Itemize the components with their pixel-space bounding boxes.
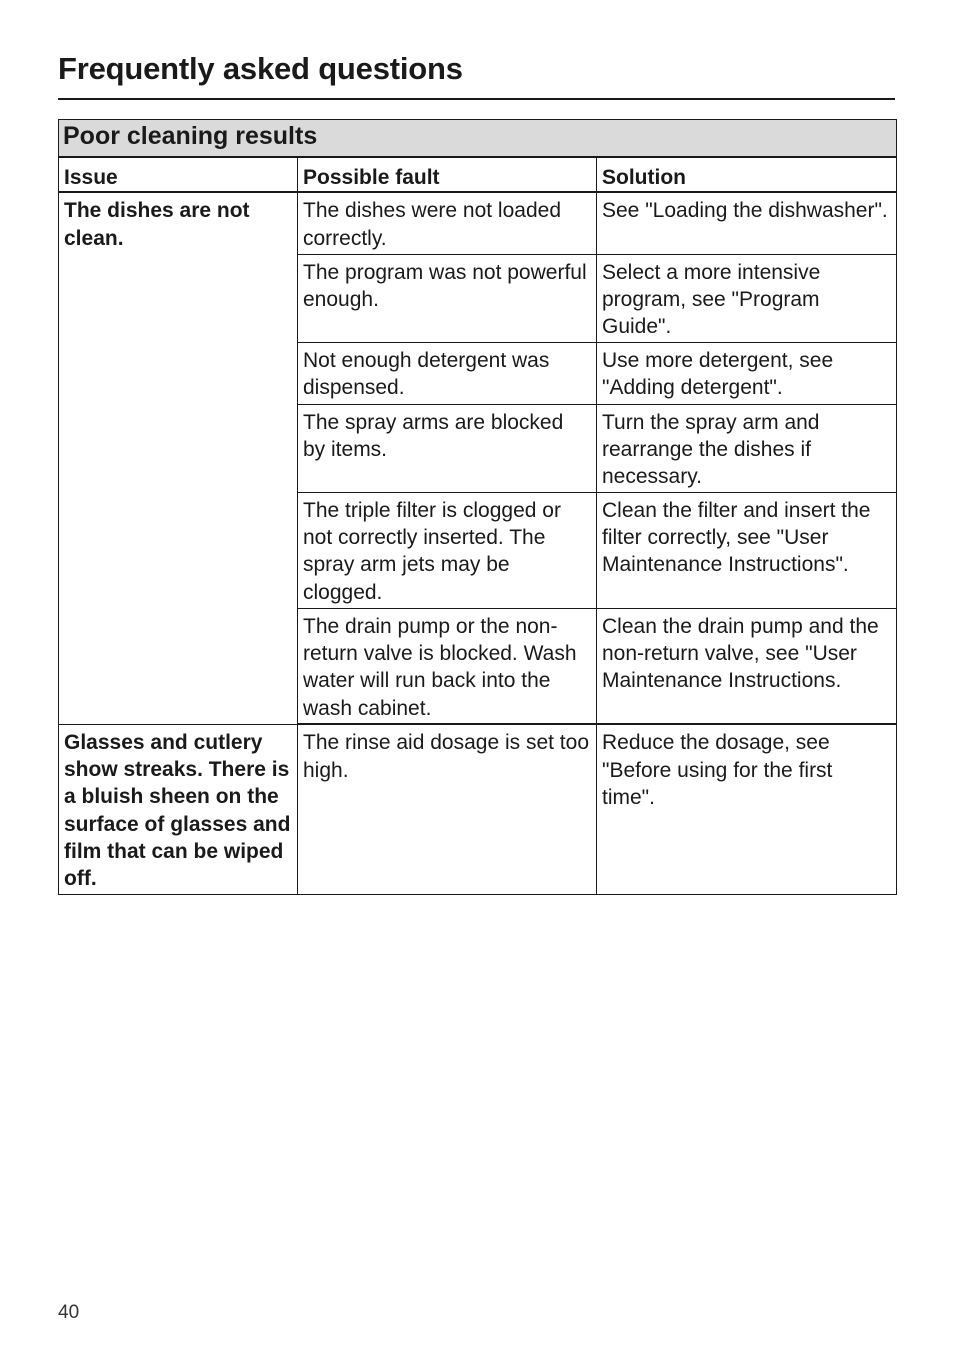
title-divider	[58, 98, 895, 100]
fault-cell: The spray arms are blocked by items.	[298, 404, 597, 492]
issue-cell: Glasses and cutlery show streaks. There is a bluish sheen on the surface of glasses and film that can be wiped off.	[59, 724, 298, 894]
solution-cell: Turn the spray arm and rearrange the dishes if necessary.	[597, 404, 897, 492]
fault-cell: The drain pump or the non-return valve is blocked. Wash water will run back into the wash cabinet.	[298, 608, 597, 724]
solution-cell: Clean the drain pump and the non-return valve, see "User Maintenance Instructions.	[597, 608, 897, 724]
column-header-solution: Solution	[597, 157, 897, 192]
solution-cell: See "Loading the dishwasher".	[597, 192, 897, 254]
solution-cell: Clean the filter and insert the filter correctly, see "User Maintenance Instructions".	[597, 492, 897, 608]
section-banner	[59, 120, 897, 158]
page-number: 40	[58, 1302, 80, 1323]
issue-cell: The dishes are not clean.	[59, 192, 298, 724]
table-row	[59, 724, 897, 894]
solution-cell: Reduce the dosage, see "Before using for the first time".	[597, 724, 897, 894]
table-row	[59, 192, 897, 254]
fault-cell: The triple filter is clogged or not correctly inserted. The spray arm jets may be clogged.	[298, 492, 597, 608]
fault-cell: The program was not powerful enough.	[298, 254, 597, 342]
fault-cell: The dishes were not loaded correctly.	[298, 192, 597, 254]
page-title: Frequently asked questions	[58, 51, 463, 86]
fault-cell: Not enough detergent was dispensed.	[298, 342, 597, 404]
faq-table	[58, 119, 897, 895]
solution-cell: Select a more intensive program, see "Program Guide".	[597, 254, 897, 342]
section-header-row	[59, 120, 897, 158]
column-header-row	[59, 157, 897, 192]
solution-cell: Use more detergent, see "Adding detergent".	[597, 342, 897, 404]
fault-cell: The rinse aid dosage is set too high.	[298, 724, 597, 894]
section-title: Poor cleaning results	[63, 122, 318, 150]
column-header-issue: Issue	[59, 157, 298, 192]
column-header-fault: Possible fault	[298, 157, 597, 192]
